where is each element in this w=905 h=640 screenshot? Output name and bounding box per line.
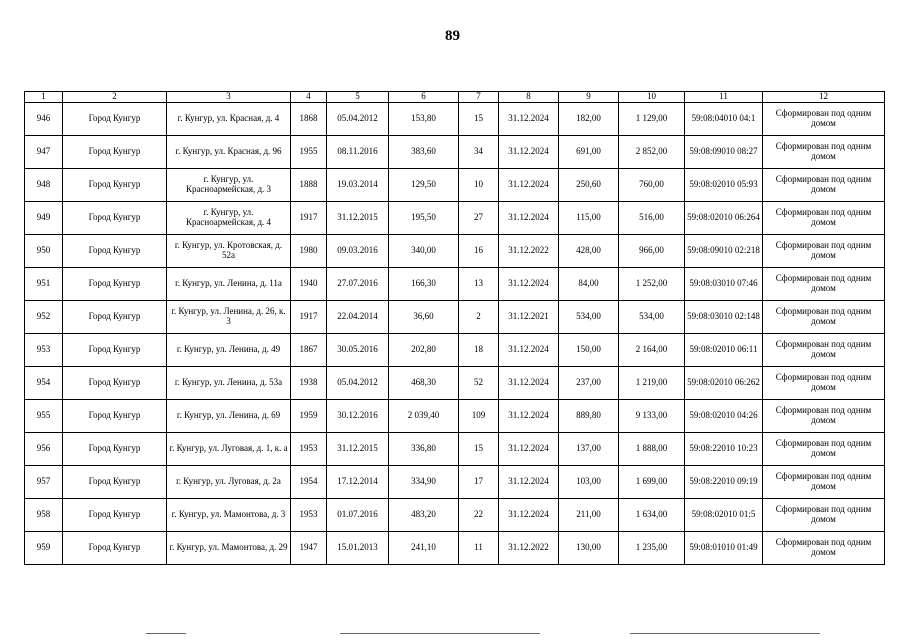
value-10-cell: 1 235,00 (619, 531, 685, 564)
year-built-cell: 1917 (291, 201, 327, 234)
residents-cell: 17 (459, 465, 499, 498)
residents-cell: 16 (459, 234, 499, 267)
row-index-cell: 954 (25, 366, 63, 399)
date-cell: 09.03.2016 (327, 234, 389, 267)
value-9-cell: 130,00 (559, 531, 619, 564)
area-cell: 2 039,40 (389, 399, 459, 432)
deadline-cell: 31.12.2024 (499, 135, 559, 168)
table-row (25, 135, 885, 168)
status-cell: Сформирован под одним домом (763, 432, 885, 465)
row-index-cell: 956 (25, 432, 63, 465)
residents-cell: 10 (459, 168, 499, 201)
address-cell: г. Кунгур, ул. Ленина, д. 49 (167, 333, 291, 366)
address-cell: г. Кунгур, ул. Луговая, д. 1, к. а (167, 432, 291, 465)
cadastral-number-cell: 59:08:01010 01:49 (685, 531, 763, 564)
cadastral-number-cell: 59:08:02010 04:26 (685, 399, 763, 432)
residents-cell: 11 (459, 531, 499, 564)
value-9-cell: 115,00 (559, 201, 619, 234)
value-10-cell: 760,00 (619, 168, 685, 201)
date-cell: 05.04.2012 (327, 102, 389, 135)
table-row (25, 267, 885, 300)
cadastral-number-cell: 59:08:22010 10:23 (685, 432, 763, 465)
municipality-cell: Город Кунгур (63, 135, 167, 168)
column-number-11: 11 (685, 92, 763, 103)
municipality-cell: Город Кунгур (63, 366, 167, 399)
residents-cell: 22 (459, 498, 499, 531)
year-built-cell: 1888 (291, 168, 327, 201)
column-number-6: 6 (389, 92, 459, 103)
municipality-cell: Город Кунгур (63, 432, 167, 465)
area-cell: 36,60 (389, 300, 459, 333)
footer-rule (146, 633, 186, 634)
column-number-1: 1 (25, 92, 63, 103)
table-row (25, 465, 885, 498)
municipality-cell: Город Кунгур (63, 333, 167, 366)
value-9-cell: 137,00 (559, 432, 619, 465)
status-cell: Сформирован под одним домом (763, 300, 885, 333)
date-cell: 30.05.2016 (327, 333, 389, 366)
address-cell: г. Кунгур, ул. Ленина, д. 53а (167, 366, 291, 399)
cadastral-number-cell: 59:08:03010 07:46 (685, 267, 763, 300)
residents-cell: 34 (459, 135, 499, 168)
cadastral-number-cell: 59:08:02010 06:262 (685, 366, 763, 399)
row-index-cell: 959 (25, 531, 63, 564)
value-10-cell: 1 129,00 (619, 102, 685, 135)
residents-cell: 15 (459, 432, 499, 465)
municipality-cell: Город Кунгур (63, 465, 167, 498)
column-number-3: 3 (167, 92, 291, 103)
table-row (25, 168, 885, 201)
residents-cell: 109 (459, 399, 499, 432)
area-cell: 195,50 (389, 201, 459, 234)
date-cell: 31.12.2015 (327, 201, 389, 234)
year-built-cell: 1953 (291, 432, 327, 465)
value-9-cell: 182,00 (559, 102, 619, 135)
status-cell: Сформирован под одним домом (763, 234, 885, 267)
year-built-cell: 1980 (291, 234, 327, 267)
deadline-cell: 31.12.2024 (499, 102, 559, 135)
area-cell: 334,90 (389, 465, 459, 498)
value-10-cell: 1 634,00 (619, 498, 685, 531)
date-cell: 19.03.2014 (327, 168, 389, 201)
value-10-cell: 1 888,00 (619, 432, 685, 465)
deadline-cell: 31.12.2024 (499, 399, 559, 432)
table-row (25, 531, 885, 564)
status-cell: Сформирован под одним домом (763, 135, 885, 168)
year-built-cell: 1954 (291, 465, 327, 498)
row-index-cell: 958 (25, 498, 63, 531)
value-9-cell: 103,00 (559, 465, 619, 498)
value-10-cell: 9 133,00 (619, 399, 685, 432)
cadastral-number-cell: 59:08:02010 06:11 (685, 333, 763, 366)
table-row (25, 399, 885, 432)
municipality-cell: Город Кунгур (63, 168, 167, 201)
status-cell: Сформирован под одним домом (763, 333, 885, 366)
date-cell: 17.12.2014 (327, 465, 389, 498)
column-number-4: 4 (291, 92, 327, 103)
status-cell: Сформирован под одним домом (763, 498, 885, 531)
value-9-cell: 691,00 (559, 135, 619, 168)
address-cell: г. Кунгур, ул. Мамонтова, д. 29 (167, 531, 291, 564)
status-cell: Сформирован под одним домом (763, 267, 885, 300)
date-cell: 27.07.2016 (327, 267, 389, 300)
residents-cell: 2 (459, 300, 499, 333)
row-index-cell: 946 (25, 102, 63, 135)
registry-table (24, 91, 885, 565)
municipality-cell: Город Кунгур (63, 531, 167, 564)
year-built-cell: 1953 (291, 498, 327, 531)
column-number-5: 5 (327, 92, 389, 103)
year-built-cell: 1955 (291, 135, 327, 168)
table-header (25, 92, 885, 103)
residents-cell: 52 (459, 366, 499, 399)
address-cell: г. Кунгур, ул. Красноармейская, д. 4 (167, 201, 291, 234)
row-index-cell: 947 (25, 135, 63, 168)
value-9-cell: 150,00 (559, 333, 619, 366)
residents-cell: 15 (459, 102, 499, 135)
municipality-cell: Город Кунгур (63, 234, 167, 267)
year-built-cell: 1947 (291, 531, 327, 564)
residents-cell: 18 (459, 333, 499, 366)
year-built-cell: 1917 (291, 300, 327, 333)
column-number-12: 12 (763, 92, 885, 103)
year-built-cell: 1867 (291, 333, 327, 366)
date-cell: 08.11.2016 (327, 135, 389, 168)
status-cell: Сформирован под одним домом (763, 366, 885, 399)
table-row (25, 432, 885, 465)
table-row (25, 366, 885, 399)
area-cell: 129,50 (389, 168, 459, 201)
table-row (25, 102, 885, 135)
address-cell: г. Кунгур, ул. Красноармейская, д. 3 (167, 168, 291, 201)
municipality-cell: Город Кунгур (63, 300, 167, 333)
date-cell: 31.12.2015 (327, 432, 389, 465)
value-9-cell: 250,60 (559, 168, 619, 201)
table-row (25, 498, 885, 531)
deadline-cell: 31.12.2022 (499, 531, 559, 564)
area-cell: 153,80 (389, 102, 459, 135)
status-cell: Сформирован под одним домом (763, 102, 885, 135)
address-cell: г. Кунгур, ул. Луговая, д. 2а (167, 465, 291, 498)
table-row (25, 300, 885, 333)
column-number-8: 8 (499, 92, 559, 103)
row-index-cell: 952 (25, 300, 63, 333)
cadastral-number-cell: 59:08:09010 08:27 (685, 135, 763, 168)
column-number-2: 2 (63, 92, 167, 103)
date-cell: 05.04.2012 (327, 366, 389, 399)
value-10-cell: 534,00 (619, 300, 685, 333)
deadline-cell: 31.12.2024 (499, 168, 559, 201)
deadline-cell: 31.12.2024 (499, 201, 559, 234)
value-10-cell: 2 164,00 (619, 333, 685, 366)
date-cell: 22.04.2014 (327, 300, 389, 333)
status-cell: Сформирован под одним домом (763, 531, 885, 564)
year-built-cell: 1940 (291, 267, 327, 300)
area-cell: 336,80 (389, 432, 459, 465)
address-cell: г. Кунгур, ул. Ленина, д. 69 (167, 399, 291, 432)
row-index-cell: 951 (25, 267, 63, 300)
cadastral-number-cell: 59:08:02010 05:93 (685, 168, 763, 201)
residents-cell: 27 (459, 201, 499, 234)
year-built-cell: 1938 (291, 366, 327, 399)
address-cell: г. Кунгур, ул. Ленина, д. 11а (167, 267, 291, 300)
column-number-7: 7 (459, 92, 499, 103)
cadastral-number-cell: 59:08:04010 04:1 (685, 102, 763, 135)
deadline-cell: 31.12.2024 (499, 366, 559, 399)
deadline-cell: 31.12.2024 (499, 498, 559, 531)
status-cell: Сформирован под одним домом (763, 201, 885, 234)
area-cell: 166,30 (389, 267, 459, 300)
address-cell: г. Кунгур, ул. Красная, д. 4 (167, 102, 291, 135)
year-built-cell: 1959 (291, 399, 327, 432)
address-cell: г. Кунгур, ул. Красная, д. 96 (167, 135, 291, 168)
table-body (25, 102, 885, 564)
deadline-cell: 31.12.2024 (499, 465, 559, 498)
area-cell: 241,10 (389, 531, 459, 564)
row-index-cell: 957 (25, 465, 63, 498)
value-10-cell: 516,00 (619, 201, 685, 234)
cadastral-number-cell: 59:08:02010 06:264 (685, 201, 763, 234)
cadastral-number-cell: 59:08:03010 02:148 (685, 300, 763, 333)
value-9-cell: 237,00 (559, 366, 619, 399)
row-index-cell: 950 (25, 234, 63, 267)
date-cell: 01.07.2016 (327, 498, 389, 531)
deadline-cell: 31.12.2021 (499, 300, 559, 333)
value-10-cell: 2 852,00 (619, 135, 685, 168)
area-cell: 383,60 (389, 135, 459, 168)
area-cell: 468,30 (389, 366, 459, 399)
column-number-9: 9 (559, 92, 619, 103)
deadline-cell: 31.12.2024 (499, 267, 559, 300)
row-index-cell: 955 (25, 399, 63, 432)
municipality-cell: Город Кунгур (63, 399, 167, 432)
table-row (25, 201, 885, 234)
deadline-cell: 31.12.2024 (499, 432, 559, 465)
cadastral-number-cell: 59:08:09010 02:218 (685, 234, 763, 267)
header-row (25, 92, 885, 103)
page-number: 89 (445, 28, 460, 44)
row-index-cell: 953 (25, 333, 63, 366)
table-row (25, 234, 885, 267)
status-cell: Сформирован под одним домом (763, 399, 885, 432)
status-cell: Сформирован под одним домом (763, 168, 885, 201)
residents-cell: 13 (459, 267, 499, 300)
address-cell: г. Кунгур, ул. Мамонтова, д. 3 (167, 498, 291, 531)
municipality-cell: Город Кунгур (63, 201, 167, 234)
value-9-cell: 211,00 (559, 498, 619, 531)
deadline-cell: 31.12.2022 (499, 234, 559, 267)
municipality-cell: Город Кунгур (63, 498, 167, 531)
date-cell: 30.12.2016 (327, 399, 389, 432)
year-built-cell: 1868 (291, 102, 327, 135)
value-9-cell: 428,00 (559, 234, 619, 267)
value-10-cell: 1 699,00 (619, 465, 685, 498)
footer-rule (340, 633, 540, 634)
status-cell: Сформирован под одним домом (763, 465, 885, 498)
value-9-cell: 84,00 (559, 267, 619, 300)
area-cell: 202,80 (389, 333, 459, 366)
value-10-cell: 966,00 (619, 234, 685, 267)
footer-rule (630, 633, 820, 634)
municipality-cell: Город Кунгур (63, 102, 167, 135)
area-cell: 340,00 (389, 234, 459, 267)
cadastral-number-cell: 59:08:02010 01:5 (685, 498, 763, 531)
date-cell: 15.01.2013 (327, 531, 389, 564)
cadastral-number-cell: 59:08:22010 09:19 (685, 465, 763, 498)
table-row (25, 333, 885, 366)
deadline-cell: 31.12.2024 (499, 333, 559, 366)
value-9-cell: 889,80 (559, 399, 619, 432)
municipality-cell: Город Кунгур (63, 267, 167, 300)
value-10-cell: 1 219,00 (619, 366, 685, 399)
address-cell: г. Кунгур, ул. Кротовская, д. 52а (167, 234, 291, 267)
row-index-cell: 949 (25, 201, 63, 234)
area-cell: 483,20 (389, 498, 459, 531)
address-cell: г. Кунгур, ул. Ленина, д. 26, к. 3 (167, 300, 291, 333)
row-index-cell: 948 (25, 168, 63, 201)
column-number-10: 10 (619, 92, 685, 103)
value-9-cell: 534,00 (559, 300, 619, 333)
value-10-cell: 1 252,00 (619, 267, 685, 300)
